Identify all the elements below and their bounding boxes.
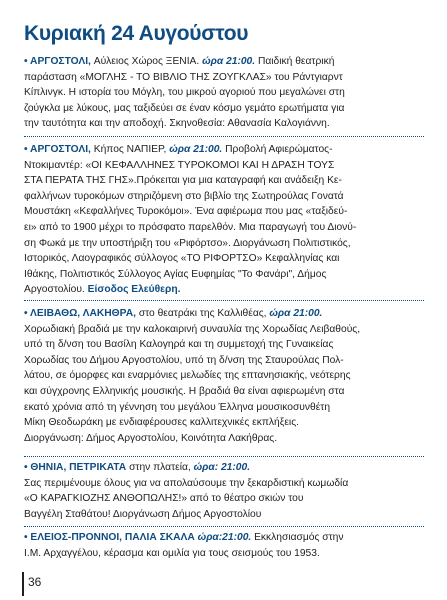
event-text: Παιδική θεατρική	[255, 56, 335, 67]
event-text: Εκκλησιασμός στην	[251, 532, 344, 543]
event-line	[24, 476, 424, 492]
event-line	[24, 353, 424, 369]
event-time: ώρα 21:00.	[169, 144, 223, 155]
event-text: φαλλήνων τυροκόμων στηριζόμενη στο βιβλίο της Σωτηρούλας Γονατά	[24, 190, 344, 202]
event-line	[24, 142, 424, 158]
page-number: 36	[28, 575, 42, 589]
event-line	[24, 431, 424, 447]
event-location: • ΘΗΝΙΑ, ΠΕΤΡΙΚΑΤΑ	[24, 462, 130, 473]
event-argostoli-napier	[24, 142, 424, 298]
event-line	[24, 267, 424, 283]
free-entry-note: Είσοδος Ελεύθερη.	[87, 284, 181, 296]
event-text: στο θεατράκι της Καλλιθέας,	[138, 308, 270, 319]
dotted-separator	[24, 300, 424, 301]
event-location: • ΑΡΓΟΣΤΟΛΙ,	[24, 144, 94, 155]
event-location: • ΛΕΙΒΑΘΩ, ΛΑΚΗΘΡΑ,	[24, 308, 139, 319]
event-line	[24, 85, 424, 101]
event-text: Αργοστολίου.	[24, 284, 88, 296]
event-text: Χορωδίας του Δήμου Αργοστολίου, υπό τη δ/νση της Σταυρούλας Πολ-	[24, 354, 344, 366]
event-text: Κήπος ΝΑΠΙΕΡ,	[93, 144, 170, 155]
event-line	[24, 282, 424, 298]
event-argostoli-xenia	[24, 54, 424, 132]
dotted-separator	[24, 456, 424, 457]
event-eleios-pronnoi	[24, 530, 424, 561]
event-line	[24, 220, 424, 236]
event-thinia-petrikata	[24, 460, 424, 522]
event-line	[24, 158, 424, 174]
event-time: ώρα 21:00.	[202, 56, 256, 67]
event-text: παράσταση «ΜΟΓΛΗΣ - ΤΟ ΒΙΒΛΙΟ ΤΗΣ ΖΟΥΓΚΛΑΣ» του Ράντγιαρντ	[24, 71, 343, 83]
event-line	[24, 384, 424, 400]
date-heading: Κυριακή 24 Αυγούστου	[24, 22, 249, 45]
event-line	[24, 546, 424, 562]
event-text: Σας περιμένουμε όλους για να απολαύσουμε την ξεκαρδιστική κωμωδία	[24, 477, 349, 489]
event-text: Διοργάνωση: Δήμος Αργοστολίου, Κοινότητα Λακήθρας.	[24, 432, 278, 444]
event-line	[24, 306, 424, 322]
page-margin-rule	[22, 572, 24, 596]
event-text: ει» από το 1900 μέχρι το πρόσφατο παρελθόν. Μια παραγωγή του Διονύ-	[24, 221, 357, 233]
event-leivatho-lakithra	[24, 306, 424, 446]
event-text: Μίκη Θεοδωράκη με ενδιαφέρουσες καλλιτεχνικές εκπλήξεις.	[24, 417, 299, 429]
dotted-separator	[24, 136, 424, 137]
event-line	[24, 491, 424, 507]
event-text: Αύλειος Χώρος ΞΕΝΙΑ.	[93, 56, 203, 67]
event-location: • ΕΛΕΙΟΣ-ΠΡΟΝΝΟΙ, ΠΑΛΙΑ ΣΚΑΛΑ	[24, 532, 198, 543]
event-text: «Ο ΚΑΡΑΓΚΙΟΖΗΣ ΑΝΘΟΠΩΛΗΣ!» από το θέατρο σκιών του	[24, 493, 304, 505]
event-line	[24, 54, 424, 70]
event-text: Χορωδιακή βραδιά με την καλοκαιρινή συναυλία της Χορωδίας Λειβαθούς,	[24, 323, 361, 335]
event-text: ζούγκλα με λύκους, μας ταξιδεύει σε έναν κόσμο γεμάτο ερωτήματα για	[24, 102, 345, 114]
event-text: Ντοκιμαντέρ: «ΟΙ ΚΕΦΑΛΛΗΝΕΣ ΤΥΡΟΚΟΜΟΙ ΚΑΙ Η ΔΡΑΣΗ ΤΟΥΣ	[24, 159, 335, 171]
event-time: ώρα:21:00.	[197, 532, 252, 543]
event-time: ώρα 21:00.	[269, 308, 323, 319]
event-line	[24, 101, 424, 117]
event-text: Κίπλινγκ. Η ιστορία του Μόγλη, του μικρού αγοριού που μεγαλώνει στη	[24, 87, 345, 99]
event-line	[24, 70, 424, 86]
event-text: Ιθάκης, Πολιτιστικός Σύλλογος Αγίας Ευφημίας "Το Φανάρι", Δήμος	[24, 268, 327, 280]
event-text: Ι.Μ. Αρχαγγέλου, κέρασμα και ομιλία για τους σεισμούς του 1953.	[24, 547, 320, 559]
dotted-separator	[24, 526, 424, 527]
event-text: Προβολή Αφιερώματος-	[222, 144, 333, 155]
event-text: υπό τη δ/νση του Βασίλη Καλογηρά και τη συμμετοχή της Γυναικείας	[24, 339, 334, 351]
event-line	[24, 251, 424, 267]
event-line	[24, 507, 424, 523]
event-text: εκατό χρόνια από τη γέννηση του μεγάλου Έλληνα μουσικοσυνθέτη	[24, 401, 331, 413]
event-text: την ταυτότητα και την αποδοχή. Σκηνοθεσία: Αθανασία Καλογιάννη.	[24, 118, 330, 130]
event-text: ση Φωκά με την υποστήριξη του «Ριφόρτσο». Διοργάνωση Πολιτιστικός,	[24, 237, 351, 249]
event-line	[24, 189, 424, 205]
event-line	[24, 322, 424, 338]
event-text: Μουστάκη «Κεφαλλήνες Τυροκόμοι». Ένα αφιέρωμα που μας «ταξιδεύ-	[24, 206, 348, 218]
event-text: και σύγχρονης Ελληνικής μουσικής. Η βραδιά θα είναι αφιερωμένη στα	[24, 385, 345, 397]
event-text: Ιστορικός, Λαογραφικός σύλλογος «ΤΟ ΡΙΦΟΡΤΣΟ» Κεφαλληνίας και	[24, 253, 340, 265]
event-text: ΣΤΑ ΠΕΡΑΤΑ ΤΗΣ ΓΗΣ».Πρόκειται για μια καταγραφή και ανάδειξη Κε-	[24, 175, 342, 187]
event-line	[24, 116, 424, 132]
event-location: • ΑΡΓΟΣΤΟΛΙ,	[24, 56, 94, 67]
event-line	[24, 173, 424, 189]
event-line	[24, 337, 424, 353]
event-line	[24, 530, 424, 546]
event-text: στην πλατεία,	[129, 462, 194, 473]
event-time: ώρα: 21:00.	[193, 462, 251, 473]
event-line	[24, 236, 424, 252]
event-line	[24, 415, 424, 431]
event-line	[24, 204, 424, 220]
event-text: Βαγγέλη Σταθάτου! Διοργάνωση Δήμος Αργοστολίου	[24, 508, 262, 520]
event-text: λάτου, σε όμορφες και εναρμόνιες μελωδίες της επτανησιακής, νεότερης	[24, 370, 351, 382]
event-line	[24, 400, 424, 416]
event-line	[24, 368, 424, 384]
event-line	[24, 460, 424, 476]
